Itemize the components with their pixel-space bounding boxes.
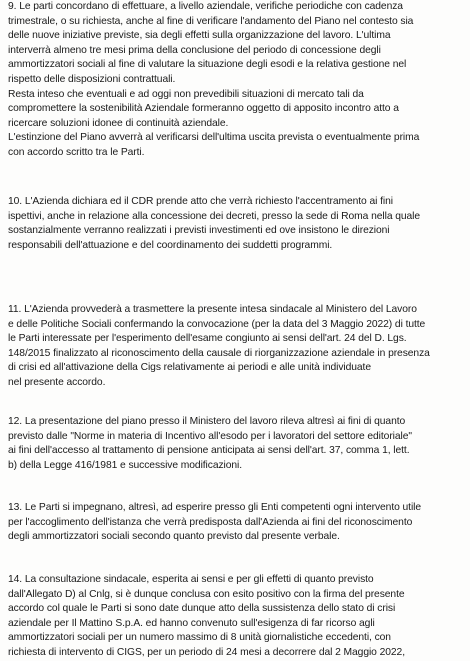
text-line: L'estinzione del Piano avverrà al verificarsi dell'ultima uscita prevista o eventualmente prima	[8, 132, 420, 144]
text-line: ammortizzatori sociali al fine di valutare la situazione degli esodi e la relativa gestione nel	[8, 59, 407, 71]
paragraph-p9	[8, 0, 419, 161]
text-line: rispetto delle disposizioni contrattuali.	[8, 73, 176, 85]
text-line: richiesta di intervento di CIGS, per un periodo di 24 mesi a decorrere dal 2 Maggio 2022,	[8, 646, 405, 658]
text-line: per l'accoglimento dell'istanza che verrà predisposta dall'Azienda ai fini del riconoscimento	[8, 516, 413, 528]
text-line: Resta inteso che eventuali e ad oggi non prevedibili situazioni di mercato tali da	[8, 88, 364, 100]
text-line: 12. La presentazione del piano presso il Ministero del lavoro rileva altresì ai fini di quanto	[8, 416, 406, 427]
text-line: ammortizzatori sociali per un numero massimo di 8 unità giornalistiche eccedenti, con	[8, 632, 391, 644]
text-line: con accordo scritto tra le Parti.	[8, 146, 145, 158]
text-line: sostanzialmente verranno realizzati i previsti investimenti ed ove insistono le direzioni	[8, 225, 390, 237]
text-line: le Parti interessate per l'esperimento dell'esame congiunto ai sensi dell'art. 24 del D. Lgs.	[8, 333, 407, 345]
text-line: previsto dalle "Norme in materia di Incentivo all'esodo per i lavoratori del settore editoriale"	[8, 430, 412, 442]
text-line: ricercare soluzioni idonee di continuità aziendale.	[8, 117, 229, 129]
text-line: dall'Allegato D) al Cnlg, si è dunque conclusa con esito positivo con la firma del presente	[8, 588, 405, 600]
text-line: 10. L'Azienda dichiara ed il CDR prende atto che verrà richiesto l'accentramento ai fini	[8, 196, 393, 207]
paragraph-p10	[8, 195, 420, 253]
text-line: delle nuove iniziative previste, sia degli effetti sulla organizzazione del lavoro. L'ultima	[8, 30, 391, 42]
text-line: degli ammortizzatori sociali secondo quanto previsto dal presente verbale.	[8, 531, 340, 543]
paragraph-p12	[8, 415, 412, 473]
text-line: b) della Legge 416/1981 e successive modificazioni.	[8, 459, 243, 471]
text-line: responsabili dell'attuazione e del coordinamento dei suddetti programmi.	[8, 239, 333, 251]
text-line: di crisi ed all'attivazione della Cigs relativamente ai periodi e alle unità individuate	[8, 362, 371, 374]
text-line: ai fini dell'accesso al trattamento di pensione anticipata ai sensi dell'art. 37, comma 1, lett.	[8, 445, 410, 457]
text-line: 148/2015 finalizzato al riconoscimento della causale di riorganizzazione aziendale in presenza	[8, 347, 430, 359]
text-line: ispettivi, anche in relazione alla concessione dei decreti, presso la sede di Roma nella quale	[8, 210, 421, 222]
text-line: trimestrale, o su richiesta, anche al fine di verificare l'andamento del Piano nel contesto sia	[8, 15, 414, 27]
text-line: e delle Politiche Sociali confermando la convocazione (per la data del 3 Maggio 2022) di tutte	[8, 318, 426, 330]
text-line: accordo col quale le Parti si sono date dunque atto della sussistenza dello stato di crisi	[8, 603, 396, 615]
text-line: 11. L'Azienda provvederà a trasmettere la presente intesa sindacale al Ministero del Lavoro	[8, 304, 417, 315]
text-line: aziendale per Il Mattino S.p.A. ed hanno convenuto sull'esigenza di far ricorso agli	[8, 617, 375, 629]
paragraph-p13	[8, 501, 421, 545]
text-line: compromettere la sostenibilità Aziendale formeranno oggetto di apposito incontro atto a	[8, 103, 399, 115]
paragraph-p14	[8, 573, 405, 661]
text-line: 14. La consultazione sindacale, esperita ai sensi e per gli effetti di quanto previsto	[8, 574, 374, 585]
text-line: 9. Le parti concordano di effettuare, a livello aziendale, verifiche periodiche con cadenza	[8, 1, 403, 12]
text-line: nel presente accordo.	[8, 376, 106, 388]
text-line: interverrà almeno tre mesi prima della conclusione del periodo di concessione degli	[8, 44, 381, 56]
paragraph-p11	[8, 303, 430, 391]
text-line: 13. Le Parti si impegnano, altresì, ad esperire presso gli Enti competenti ogni intervento utile	[8, 502, 422, 513]
